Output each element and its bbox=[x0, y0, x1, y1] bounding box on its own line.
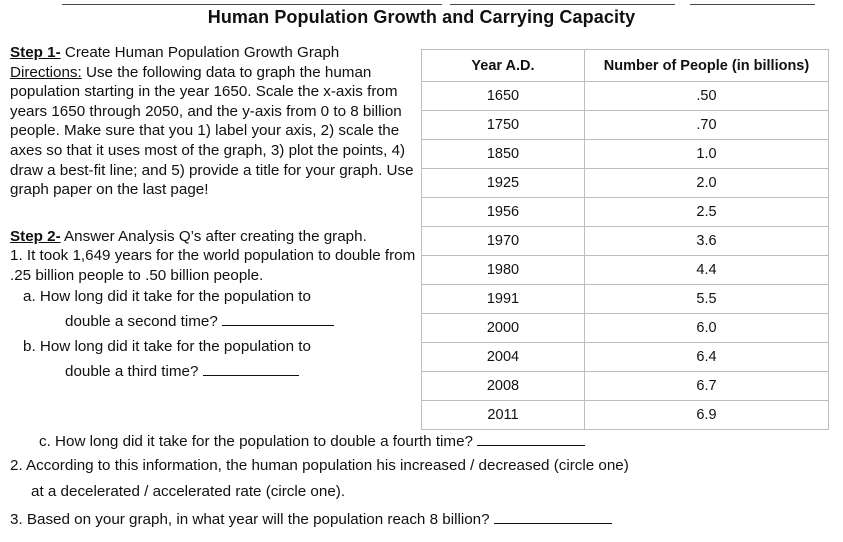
question-2-line2: at a decelerated / accelerated rate (circle one). bbox=[31, 483, 346, 500]
question-3 bbox=[10, 509, 830, 528]
year-cell: 1925 bbox=[422, 169, 585, 198]
table-row bbox=[422, 372, 829, 401]
year-cell: 2008 bbox=[422, 372, 585, 401]
people-cell: 1.0 bbox=[585, 140, 829, 169]
table-row bbox=[422, 343, 829, 372]
year-cell: 2004 bbox=[422, 343, 585, 372]
table-row bbox=[422, 401, 829, 430]
answer-1c-blank[interactable] bbox=[477, 431, 585, 446]
top-rule-right bbox=[690, 4, 815, 5]
year-cell: 1970 bbox=[422, 227, 585, 256]
people-cell: .50 bbox=[585, 82, 829, 111]
question-3-text: 3. Based on your graph, in what year will the population reach 8 billion? bbox=[10, 511, 490, 528]
people-cell: 6.9 bbox=[585, 401, 829, 430]
people-cell: 6.4 bbox=[585, 343, 829, 372]
year-cell: 2011 bbox=[422, 401, 585, 430]
question-1a-text: double a second time? bbox=[65, 313, 218, 331]
table-row bbox=[422, 82, 829, 111]
top-rule-left bbox=[62, 4, 442, 5]
year-cell: 1850 bbox=[422, 140, 585, 169]
people-cell: 6.7 bbox=[585, 372, 829, 401]
step1-heading: Step 1- bbox=[10, 44, 61, 61]
table-header-row bbox=[422, 50, 829, 82]
table-row bbox=[422, 198, 829, 227]
question-1c bbox=[39, 431, 843, 450]
people-cell: .70 bbox=[585, 111, 829, 140]
table-row bbox=[422, 140, 829, 169]
table-row bbox=[422, 169, 829, 198]
table-row bbox=[422, 256, 829, 285]
answer-1a-blank[interactable] bbox=[222, 311, 334, 326]
top-rule-middle bbox=[450, 4, 675, 5]
year-cell: 1650 bbox=[422, 82, 585, 111]
directions-label: Directions: bbox=[10, 63, 82, 81]
people-cell: 2.0 bbox=[585, 169, 829, 198]
people-cell: 5.5 bbox=[585, 285, 829, 314]
instructions-column bbox=[10, 43, 420, 382]
question-1b-text: double a third time? bbox=[65, 363, 199, 381]
question-2-line1: 2. According to this information, the human population his increased / decreased (circle one) bbox=[10, 457, 629, 474]
question-1b-line2 bbox=[10, 361, 420, 382]
question-1b-line1: b. How long did it take for the population to bbox=[23, 337, 311, 355]
table-row bbox=[422, 111, 829, 140]
people-cell: 4.4 bbox=[585, 256, 829, 285]
year-cell: 1991 bbox=[422, 285, 585, 314]
step1-paragraph bbox=[10, 43, 420, 200]
directions-text: Use the following data to graph the human population starting in the year 1650. Scale the x-axis from years 1650 through 2050, and the y-axis from 0 to 8 billion people. Make sure that you 1) label your axis, 2) scale the axes so that it uses most of the graph, 3) plot the points, 4) draw a best-fit line; and 5) provide a title for your graph. Use graph paper on the last page! bbox=[10, 63, 414, 199]
page-title: Human Population Growth and Carrying Capacity bbox=[207, 7, 636, 27]
people-cell: 3.6 bbox=[585, 227, 829, 256]
table-row bbox=[422, 314, 829, 343]
question-1c-text: c. How long did it take for the population to double a fourth time? bbox=[39, 433, 473, 450]
question-1a-line1: a. How long did it take for the population to bbox=[23, 287, 311, 305]
step2-heading: Step 2- bbox=[10, 227, 61, 245]
people-cell: 2.5 bbox=[585, 198, 829, 227]
step2-heading-text: Answer Analysis Q’s after creating the graph. bbox=[60, 227, 367, 245]
population-table bbox=[421, 49, 829, 430]
table-row bbox=[422, 285, 829, 314]
answer-3-blank[interactable] bbox=[494, 509, 612, 524]
year-cell: 1980 bbox=[422, 256, 585, 285]
year-cell: 1750 bbox=[422, 111, 585, 140]
people-cell: 6.0 bbox=[585, 314, 829, 343]
header-year: Year A.D. bbox=[422, 50, 585, 82]
answer-1b-blank[interactable] bbox=[203, 361, 299, 376]
header-people: Number of People (in billions) bbox=[585, 50, 829, 82]
table-row bbox=[422, 227, 829, 256]
step2-paragraph bbox=[10, 227, 420, 247]
year-cell: 2000 bbox=[422, 314, 585, 343]
step1-heading-text: Create Human Population Growth Graph bbox=[60, 44, 340, 61]
question-1a-line2 bbox=[10, 311, 420, 332]
year-cell: 1956 bbox=[422, 198, 585, 227]
question-1: 1. It took 1,649 years for the world population to double from .25 billion people to .50 billion people. bbox=[10, 247, 416, 284]
